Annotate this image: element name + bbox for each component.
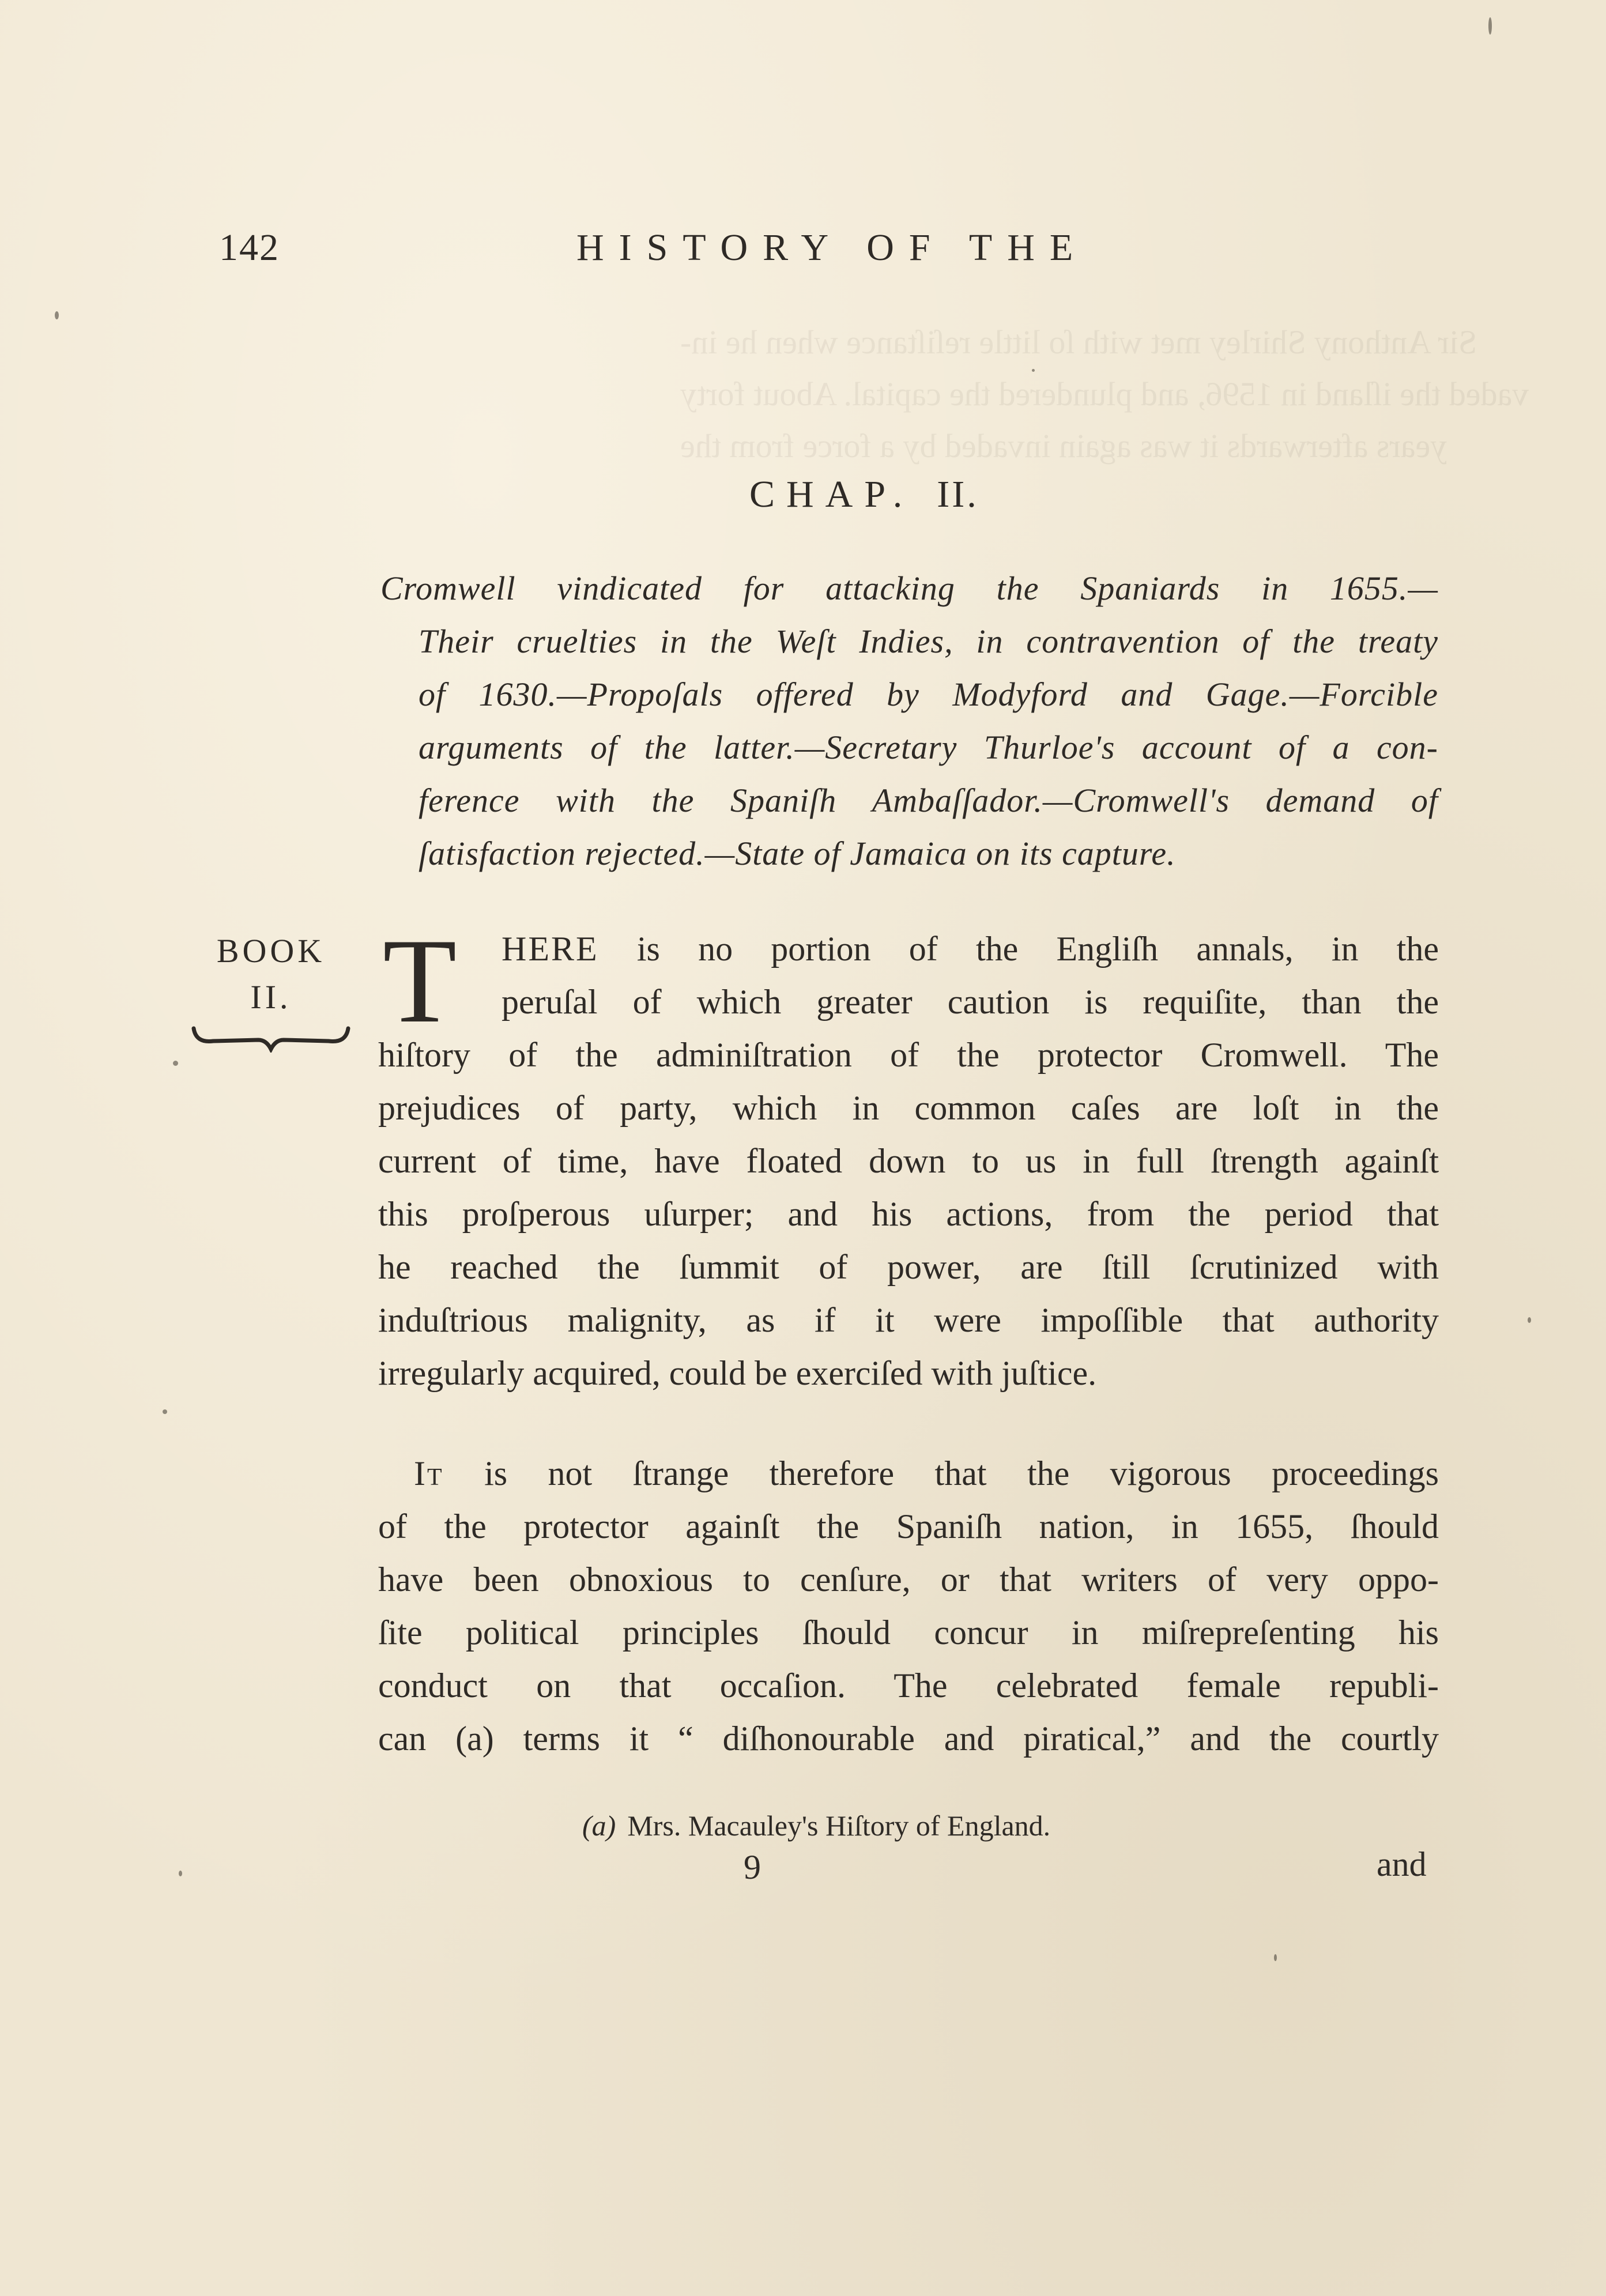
paragraph-1 [378, 914, 1439, 1400]
summary-line: Cromwell vindicated for attacking the Spaniards in 1655.— [380, 570, 1438, 607]
drop-cap: T [383, 914, 457, 1048]
body-line: irregularly acquired, could be exerciſed with juſtice. [378, 1354, 1097, 1392]
page-number: 142 [219, 227, 280, 269]
body-line: current of time, have floated down to us in full ſtrength againſt [378, 1142, 1439, 1180]
body-line: can (a) terms it “ diſhonourable and piratical,” and the courtly [378, 1720, 1439, 1758]
footnote [582, 1809, 1050, 1842]
chapter-summary [380, 562, 1438, 880]
paper-speck [1274, 1954, 1277, 1961]
signature-mark: 9 [744, 1848, 761, 1886]
page-header [0, 226, 1606, 278]
paper-speck [55, 311, 59, 319]
summary-line: arguments of the latter.—Secretary Thurloe's account of a con- [419, 729, 1438, 766]
show-through-text: years afterwards it was again invaded by a force from the [680, 427, 1447, 465]
show-through-text: vaded the iſland in 1596, and plundered the capital. About forty [680, 375, 1529, 413]
summary-line: ſatisfaction rejected.—State of Jamaica on its capture. [419, 835, 1176, 872]
opening-word: It [414, 1454, 444, 1492]
body-line: prejudices of party, which in common caſes are loſt in the [378, 1089, 1439, 1127]
paper-speck [173, 1061, 178, 1066]
body-line [378, 1447, 1439, 1500]
summary-line: of 1630.—Propoſals offered by Modyford and Gage.—Forcible [419, 676, 1438, 713]
body-line: peruſal of which greater caution is requiſite, than the [502, 983, 1439, 1021]
margin-book-label: BOOK [216, 932, 326, 970]
margin-note [190, 928, 352, 1053]
body-line: he reached the ſummit of power, are ſtill ſcrutinized with [378, 1248, 1439, 1286]
body-line: have been obnoxious to cenſure, or that writers of very oppo- [378, 1560, 1439, 1598]
show-through-text: Sir Anthony Shirley met with ſo little reſiſtance when he in- [680, 323, 1477, 361]
brace-ornament-icon [190, 1024, 352, 1053]
footnote-mark: (a) [582, 1809, 616, 1842]
summary-line: ference with the Spaniſh Ambaſſador.—Cromwell's demand of [419, 782, 1438, 819]
body-line: ſite political principles ſhould concur in miſrepreſenting his [378, 1613, 1439, 1652]
body-line: hiſtory of the adminiſtration of the protector Cromwell. The [378, 1036, 1439, 1074]
opening-line-text: is not ſtrange therefore that the vigorous proceedings [484, 1454, 1439, 1492]
chapter-heading [749, 473, 979, 516]
paper-speck [1032, 369, 1035, 372]
margin-book-number: II. [250, 978, 292, 1016]
summary-line: Their cruelties in the Weſt Indies, in contravention of the treaty [419, 623, 1438, 660]
opening-word: HERE [502, 930, 599, 968]
footnote-text: Mrs. Macauley's Hiſtory of England. [627, 1809, 1051, 1842]
chapter-number: II. [937, 473, 979, 515]
body-line: this proſperous uſurper; and his actions, from the period that [378, 1195, 1439, 1233]
running-head: HISTORY OF THE [576, 227, 1088, 269]
paper-speck [1528, 1317, 1531, 1323]
body-line [378, 922, 1439, 975]
body-line: induſtrious malignity, as if it were impoſſible that authority [378, 1301, 1439, 1339]
body-line: conduct on that occaſion. The celebrated female republi- [378, 1667, 1439, 1705]
paragraph-2 [378, 1447, 1439, 1765]
body-line: of the protector againſt the Spaniſh nation, in 1655, ſhould [378, 1507, 1439, 1545]
paper-speck [1488, 17, 1492, 35]
paper-speck [179, 1871, 182, 1876]
chapter-label: CHAP. [749, 473, 914, 515]
catchword: and [1377, 1845, 1427, 1883]
opening-line-text: is no portion of the Engliſh annals, in the [636, 930, 1439, 968]
paper-speck [163, 1409, 167, 1414]
